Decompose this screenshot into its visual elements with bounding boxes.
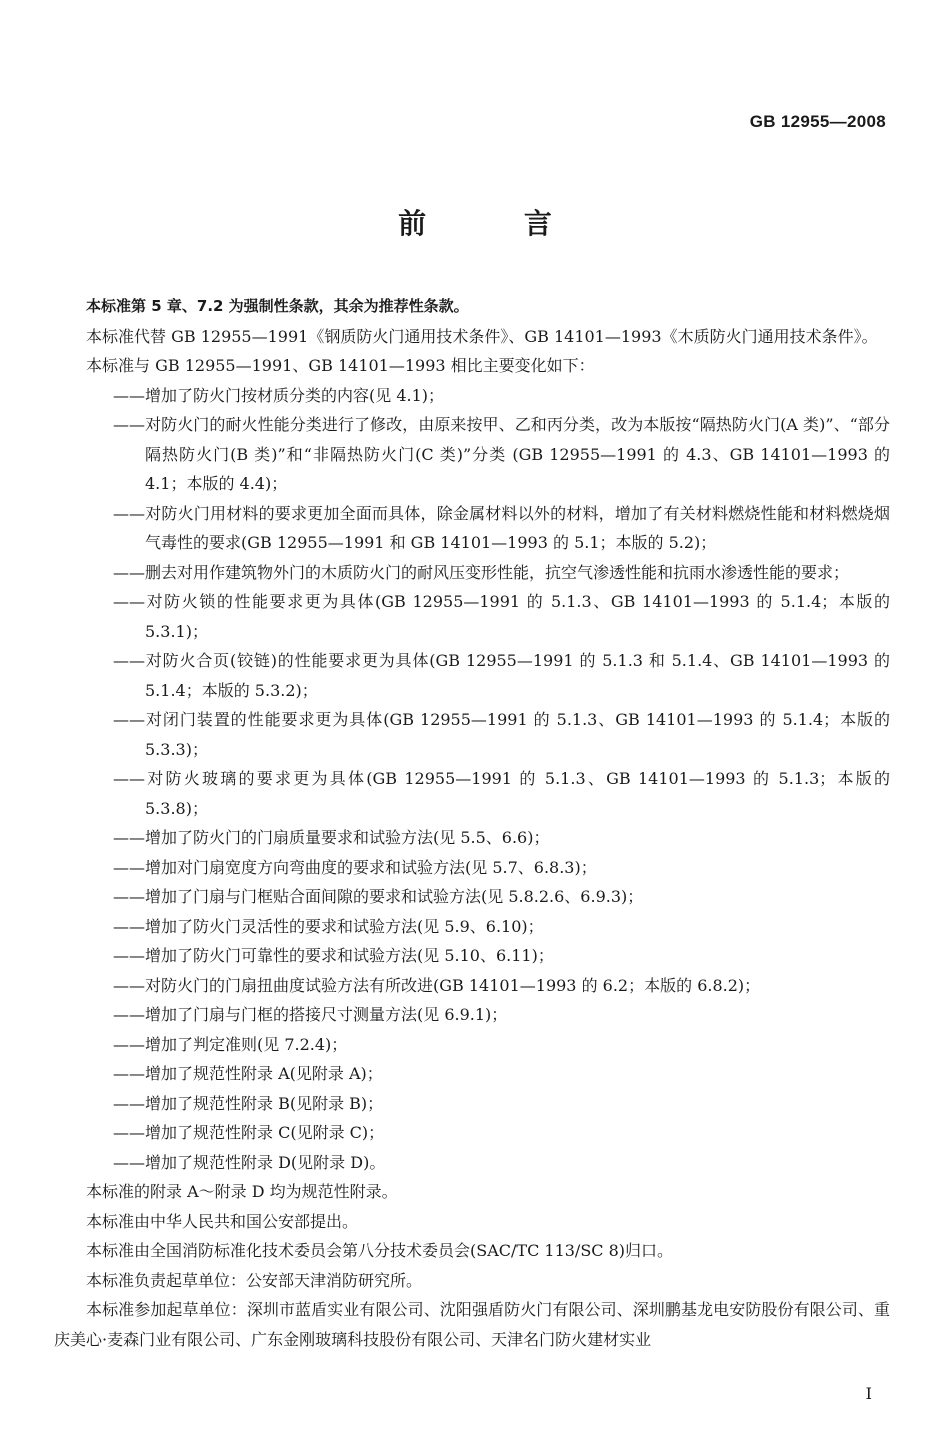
list-item: ——增加对门扇宽度方向弯曲度的要求和试验方法(见 5.7、6.8.3)； (113, 857, 597, 877)
list-item: ——对防火锁的性能要求更为具体(GB 12955—1991 的 5.1.3、GB 14101—1993 的 5.1.4；本版的 5.3.1)； (113, 592, 890, 641)
list-item: ——增加了防火门可靠性的要求和试验方法(见 5.10、6.11)； (113, 946, 554, 965)
list-item: ——对闭门装置的性能要求更为具体(GB 12955—1991 的 5.1.3、GB 14101—1993 的 5.1.4；本版的 5.3.3)； (113, 710, 890, 759)
list-item: ——增加了门扇与门框的搭接尺寸测量方法(见 6.9.1)； (113, 1005, 508, 1024)
list-item: ——增加了防火门按材质分类的内容(见 4.1)； (113, 385, 445, 405)
list-item: ——增加了规范性附录 C(见附录 C)； (113, 1123, 385, 1142)
participating-units-paragraph: 本标准参加起草单位：深圳市蓝盾实业有限公司、沈阳强盾防火门有限公司、深圳鹏基龙电安防股份有限公司、重庆美心·麦森门业有限公司、广东金刚玻璃科技股份有限公司、天津名门防火建材实业 (54, 1300, 890, 1349)
list-item: ——增加了规范性附录 A(见附录 A)； (113, 1064, 383, 1083)
replacement-paragraph: 本标准代替 GB 12955—1991《钢质防火门通用技术条件》、GB 14101—1993《木质防火门通用技术条件》。 (86, 326, 878, 346)
list-item: ——增加了判定准则(见 7.2.4)； (113, 1034, 348, 1054)
list-item: ——对防火合页(铰链)的性能要求更为具体(GB 12955—1991 的 5.1.3 和 5.1.4、GB 14101—1993 的 5.1.4；本版的 5.3.2)； (113, 651, 890, 700)
annex-paragraph: 本标准的附录 A～附录 D 均为规范性附录。 (86, 1182, 398, 1201)
centralized-unit-paragraph: 本标准由全国消防标准化技术委员会第八分技术委员会(SAC/TC 113/SC 8)归口。 (86, 1241, 674, 1260)
page-number: I (865, 1384, 872, 1403)
list-item: ——增加了门扇与门框贴合面间隙的要求和试验方法(见 5.8.2.6、6.9.3)； (113, 887, 644, 906)
list-item: ——删去对用作建筑物外门的木质防火门的耐风压变形性能，抗空气渗透性能和抗雨水渗透性能的要求； (113, 562, 850, 582)
list-item: ——增加了防火门灵活性的要求和试验方法(见 5.9、6.10)； (113, 916, 544, 936)
list-item: ——对防火门用材料的要求更加全面而具体，除金属材料以外的材料，增加了有关材料燃烧性能和材料燃烧烟气毒性的要求(GB 12955—1991 和 GB 14101—1993 的 5.1；本版的 5.2)； (113, 503, 890, 552)
list-item: ——对防火门的门扇扭曲度试验方法有所改进(GB 14101—1993 的 6.2；本版的 6.8.2)； (113, 975, 761, 995)
proposer-paragraph: 本标准由中华人民共和国公安部提出。 (86, 1211, 359, 1231)
list-item: ——对防火门的耐火性能分类进行了修改，由原来按甲、乙和丙分类，改为本版按“隔热防火门(A 类)”、“部分隔热防火门(B 类)”和“非隔热防火门(C 类)”分类 (GB 12955—1991 的 4.3、GB 14101—1993 的 4.1；本版的 4.4)； (113, 415, 890, 493)
list-item: ——增加了规范性附录 D(见附录 D)。 (113, 1152, 386, 1172)
list-item: ——对防火玻璃的要求更为具体(GB 12955—1991 的 5.1.3、GB 14101—1993 的 5.1.3；本版的 5.3.8)； (113, 769, 890, 818)
mandatory-clause-paragraph: 本标准第 5 章、7.2 为强制性条款，其余为推荐性条款。 (86, 297, 469, 315)
list-item: ——增加了规范性附录 B(见附录 B)； (113, 1093, 384, 1113)
changes-intro-paragraph: 本标准与 GB 12955—1991、GB 14101—1993 相比主要变化如下： (86, 356, 595, 375)
drafting-unit-paragraph: 本标准负责起草单位：公安部天津消防研究所。 (86, 1270, 423, 1290)
foreword-body (54, 292, 890, 1354)
standard-number: GB 12955—2008 (749, 112, 886, 131)
changes-list (54, 381, 890, 1178)
list-item: ——增加了防火门的门扇质量要求和试验方法(见 5.5、6.6)； (113, 828, 550, 847)
page-title: 前 言 (398, 207, 596, 240)
